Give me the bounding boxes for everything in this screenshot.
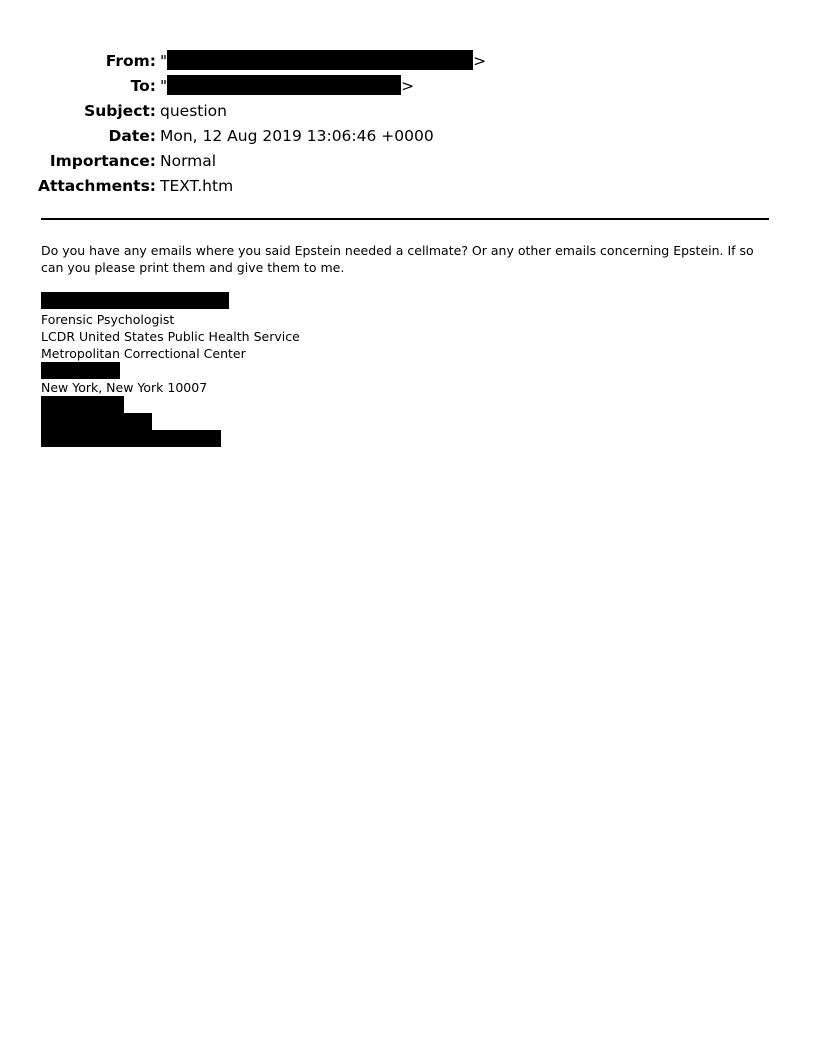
from-value: [160, 50, 486, 72]
to-label: To:: [130, 77, 156, 95]
from-prefix: ": [160, 52, 168, 70]
to-row: [0, 75, 816, 100]
from-redaction: [167, 50, 473, 70]
to-prefix: ": [160, 77, 168, 95]
to-value: [160, 75, 414, 97]
signature-facility: Metropolitan Correctional Center: [41, 346, 246, 361]
subject-value: question: [160, 102, 227, 120]
subject-row: [0, 100, 816, 125]
signature-title: Forensic Psychologist: [41, 312, 175, 327]
header-divider: [41, 218, 769, 220]
attachments-label: Attachments:: [37, 177, 156, 195]
signature-block: [41, 292, 300, 447]
attachments-value: TEXT.htm: [160, 177, 234, 195]
attachments-row: [0, 175, 816, 200]
importance-row: [0, 150, 816, 175]
signature-contact-redaction-2: [41, 413, 152, 430]
date-label: Date:: [108, 127, 156, 145]
signature-city: New York, New York 10007: [41, 380, 208, 395]
importance-value: Normal: [160, 152, 217, 170]
signature-contact-redaction-1: [41, 396, 124, 413]
to-redaction: [167, 75, 401, 95]
from-label: From:: [105, 52, 156, 70]
to-suffix: >: [401, 77, 415, 95]
subject-label: Subject:: [84, 102, 156, 120]
importance-label: Importance:: [49, 152, 156, 170]
email-header: [0, 50, 816, 200]
signature-address-redaction: [41, 362, 120, 379]
signature-contact-redaction-3: [41, 430, 221, 447]
from-suffix: >: [473, 52, 487, 70]
signature-name-redaction: [41, 292, 229, 309]
date-value: Mon, 12 Aug 2019 13:06:46 +0000: [160, 127, 434, 145]
signature-rank: LCDR United States Public Health Service: [41, 329, 300, 344]
email-body: Do you have any emails where you said Epstein needed a cellmate? Or any other emails concerning Epstein. If so can you please print them and give them to me.: [41, 243, 754, 275]
date-row: [0, 125, 816, 150]
from-row: [0, 50, 816, 75]
